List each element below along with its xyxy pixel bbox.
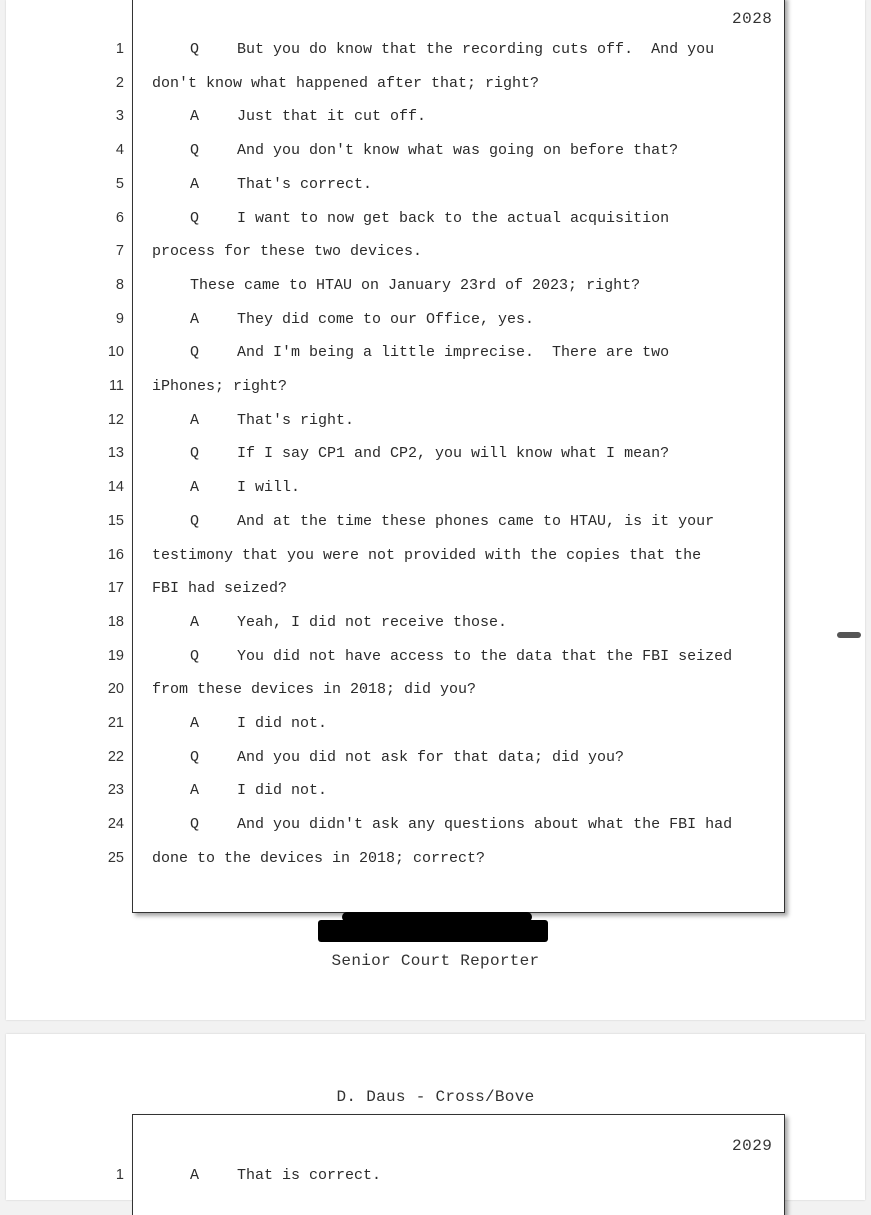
line-number: 10 xyxy=(107,344,124,361)
line-number: 24 xyxy=(107,816,124,833)
transcript-text: But you do know that the recording cuts off. And you xyxy=(237,41,715,58)
transcript-text: I did not. xyxy=(237,782,328,800)
line-number: 4 xyxy=(115,142,124,159)
transcript-page-2028 xyxy=(6,0,865,1020)
page-number: 2029 xyxy=(732,1137,773,1155)
speaker-label: Q xyxy=(190,445,200,463)
transcript-text: That's right. xyxy=(237,411,355,429)
speaker-label: A xyxy=(190,411,200,429)
transcript-text: And I'm being a little imprecise. There are two xyxy=(237,344,670,362)
transcript-text: These came to HTAU on January 23rd of 2023; right? xyxy=(190,276,641,294)
speaker-label: A xyxy=(190,108,200,126)
line-number: 8 xyxy=(115,276,124,293)
line-number: 5 xyxy=(115,175,124,192)
speaker-label: Q xyxy=(190,512,200,530)
transcript-text: And you don't know what was going on before that? xyxy=(237,142,679,160)
transcript-text: done to the devices in 2018; correct? xyxy=(152,849,486,867)
speaker-label: Q xyxy=(190,209,200,227)
line-number: 1 xyxy=(115,1167,124,1183)
page-number: 2028 xyxy=(732,10,773,28)
speaker-label: A xyxy=(190,175,200,193)
line-number: 2 xyxy=(115,74,124,91)
line-number: 14 xyxy=(107,479,124,496)
speaker-label: Q xyxy=(190,748,200,766)
speaker-label: A xyxy=(190,782,200,800)
redacted-name-block-top xyxy=(342,912,532,922)
transcript-text: That's correct. xyxy=(237,175,373,193)
transcript-text: You did not have access to the data that the FBI seized xyxy=(237,647,733,665)
line-number: 3 xyxy=(115,108,124,125)
line-number: 16 xyxy=(107,546,124,563)
line-number: 18 xyxy=(107,613,124,630)
transcript-text: I did not. xyxy=(237,715,328,732)
transcript-text: I want to now get back to the actual acquisition xyxy=(237,209,670,227)
speaker-label: A xyxy=(190,310,200,328)
speaker-label: A xyxy=(190,613,200,631)
line-number: 25 xyxy=(107,849,124,866)
line-number: 7 xyxy=(115,243,124,260)
transcript-text: FBI had seized? xyxy=(152,580,288,598)
transcript-text: I will. xyxy=(237,479,301,497)
transcript-text: Just that it cut off. xyxy=(237,108,427,126)
transcript-text: And at the time these phones came to HTAU, is it your xyxy=(237,512,715,530)
line-number: 23 xyxy=(107,782,124,799)
line-number: 12 xyxy=(107,411,124,428)
transcript-text: from these devices in 2018; did you? xyxy=(152,681,477,699)
line-number: 1 xyxy=(115,41,124,57)
transcript-text: testimony that you were not provided with the copies that the xyxy=(152,546,702,564)
line-number: 11 xyxy=(108,378,124,394)
transcript-text: don't know what happened after that; right? xyxy=(152,74,540,92)
speaker-label: Q xyxy=(190,344,200,362)
line-number: 13 xyxy=(107,445,124,462)
line-number: 20 xyxy=(107,681,124,698)
speaker-label: Q xyxy=(190,41,200,58)
speaker-label: A xyxy=(190,479,200,497)
court-reporter-title: Senior Court Reporter xyxy=(331,952,540,970)
transcript-text: That is correct. xyxy=(237,1167,382,1184)
line-number: 22 xyxy=(107,748,124,765)
transcript-text: Yeah, I did not receive those. xyxy=(237,613,508,631)
redacted-name-block xyxy=(318,920,548,942)
transcript-text: iPhones; right? xyxy=(152,378,288,395)
speaker-label: A xyxy=(190,715,200,732)
scroll-marker xyxy=(837,632,861,638)
witness-header: D. Daus - Cross/Bove xyxy=(336,1088,535,1106)
line-number: 9 xyxy=(115,310,124,327)
transcript-text: If I say CP1 and CP2, you will know what I mean? xyxy=(237,445,670,463)
transcript-text: They did come to our Office, yes. xyxy=(237,310,535,328)
speaker-label: Q xyxy=(190,142,200,160)
line-number: 17 xyxy=(107,580,124,597)
line-number: 15 xyxy=(107,512,124,529)
speaker-label: Q xyxy=(190,816,200,834)
line-number: 6 xyxy=(115,209,124,226)
transcript-text: And you did not ask for that data; did you? xyxy=(237,748,625,766)
speaker-label: A xyxy=(190,1167,200,1184)
line-number: 21 xyxy=(107,715,124,731)
transcript-text: process for these two devices. xyxy=(152,243,423,261)
speaker-label: Q xyxy=(190,647,200,665)
transcript-text: And you didn't ask any questions about what the FBI had xyxy=(237,816,733,834)
transcript-page-2029 xyxy=(6,1034,865,1200)
line-number: 19 xyxy=(107,647,124,664)
